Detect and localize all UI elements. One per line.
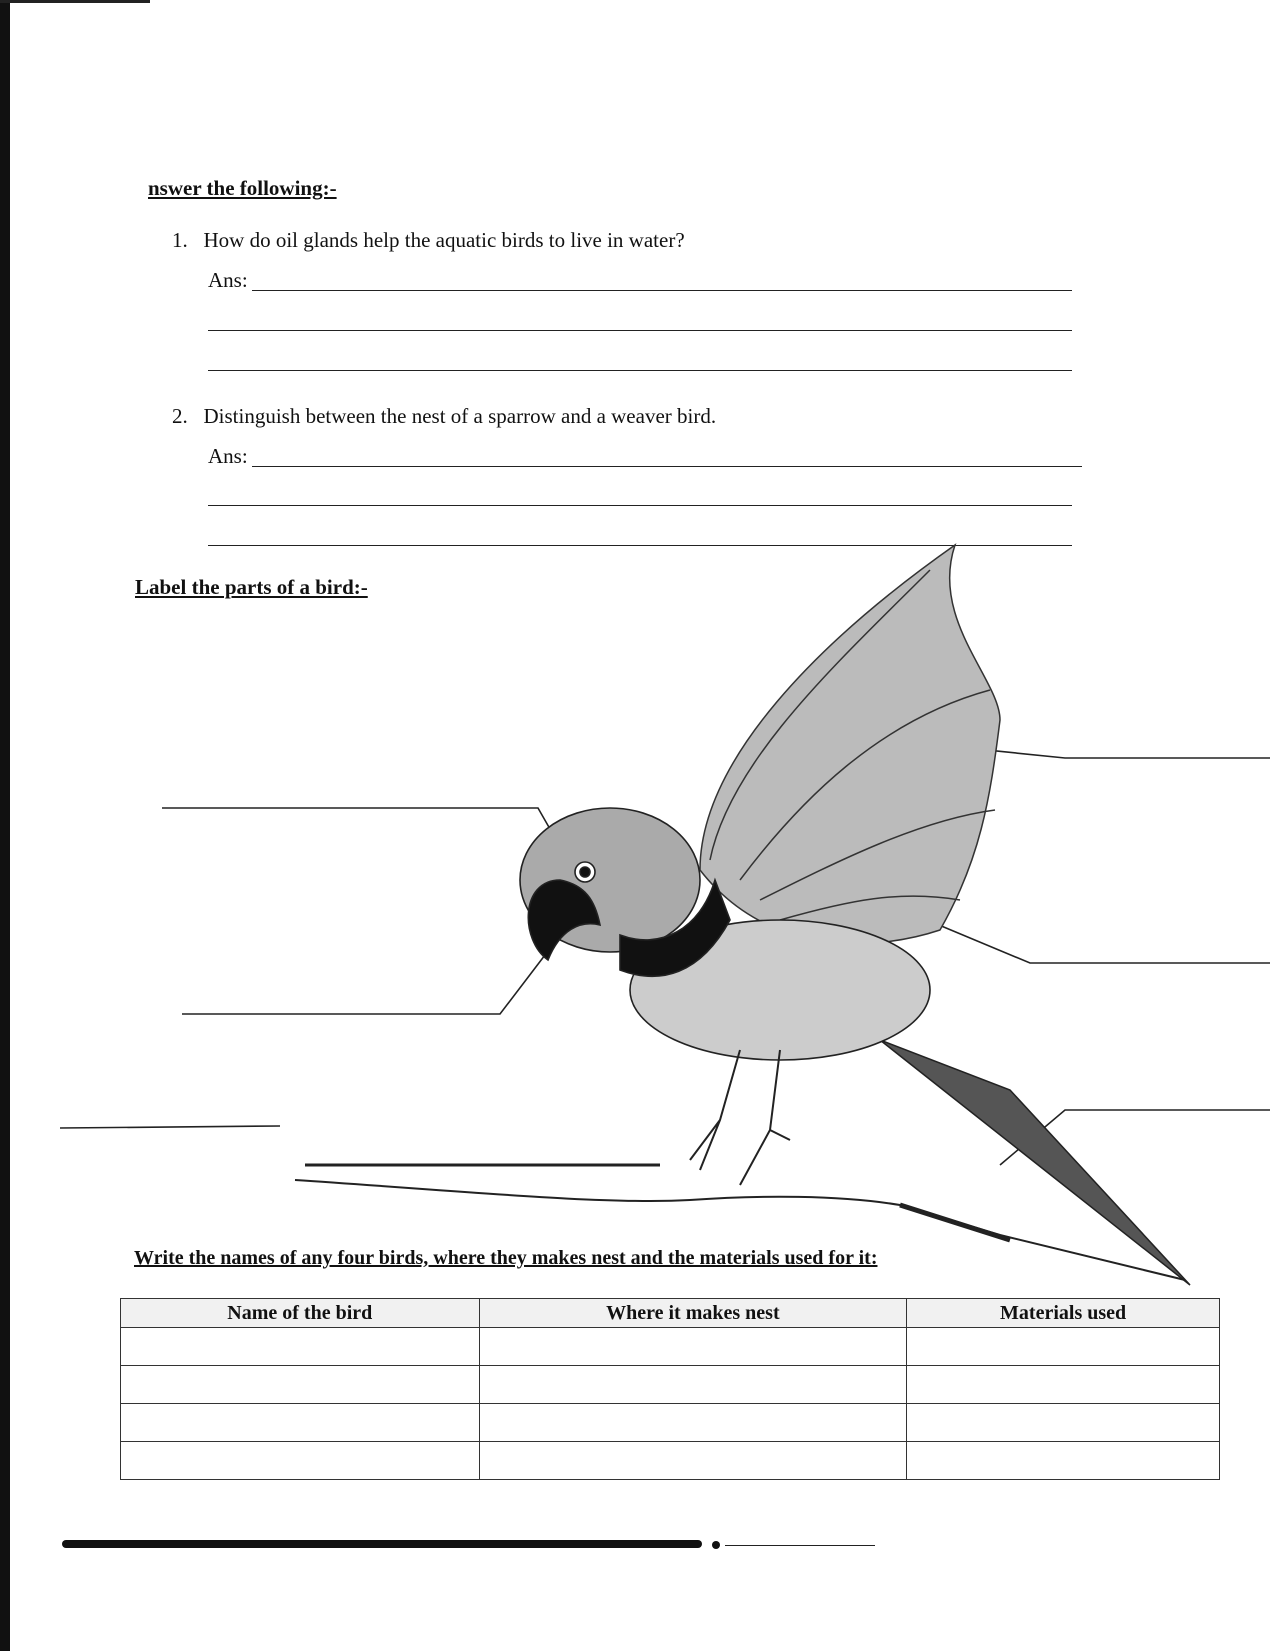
table-row (121, 1442, 1220, 1480)
table-row (121, 1366, 1220, 1404)
table-cell[interactable] (479, 1442, 907, 1480)
table-cell[interactable] (479, 1328, 907, 1366)
table-header-row (121, 1299, 1220, 1328)
footer-bar (62, 1540, 702, 1548)
column-header-nest: Where it makes nest (479, 1299, 907, 1328)
question-number: 1. (172, 228, 188, 252)
table-cell[interactable] (907, 1442, 1220, 1480)
question-text: How do oil glands help the aquatic birds to live in water? (203, 228, 685, 252)
label-line-eye (162, 808, 578, 878)
table-row (121, 1404, 1220, 1442)
answer-label: Ans: (208, 444, 248, 468)
table-cell[interactable] (121, 1442, 480, 1480)
label-line-beak (182, 955, 545, 1014)
table-cell[interactable] (479, 1404, 907, 1442)
table-cell[interactable] (121, 1404, 480, 1442)
table-cell[interactable] (121, 1328, 480, 1366)
footer-dot (712, 1541, 720, 1549)
question-number: 2. (172, 404, 188, 428)
table-row (121, 1328, 1220, 1366)
footer-line (725, 1545, 875, 1546)
table-cell[interactable] (907, 1328, 1220, 1366)
parrot-tail (880, 1040, 1190, 1285)
bird-nest-table (120, 1298, 1220, 1480)
table-cell[interactable] (479, 1366, 907, 1404)
table-cell[interactable] (121, 1366, 480, 1404)
section-heading-label: Label the parts of a bird:- (135, 575, 368, 599)
label-line-feathers (915, 915, 1270, 963)
parrot-legs (690, 1050, 790, 1185)
section-heading-table: Write the names of any four birds, where they makes nest and the materials used for it: (134, 1247, 878, 1269)
answer-label: Ans: (208, 268, 248, 292)
table-cell[interactable] (907, 1366, 1220, 1404)
parrot-wing (700, 545, 1000, 944)
question-text: Distinguish between the nest of a sparrow and a weaver bird. (203, 404, 717, 428)
column-header-bird: Name of the bird (121, 1299, 480, 1328)
column-header-materials: Materials used (907, 1299, 1220, 1328)
table-cell[interactable] (907, 1404, 1220, 1442)
stray-line (60, 1126, 280, 1128)
section-heading-answer: nswer the following:- (148, 176, 337, 200)
